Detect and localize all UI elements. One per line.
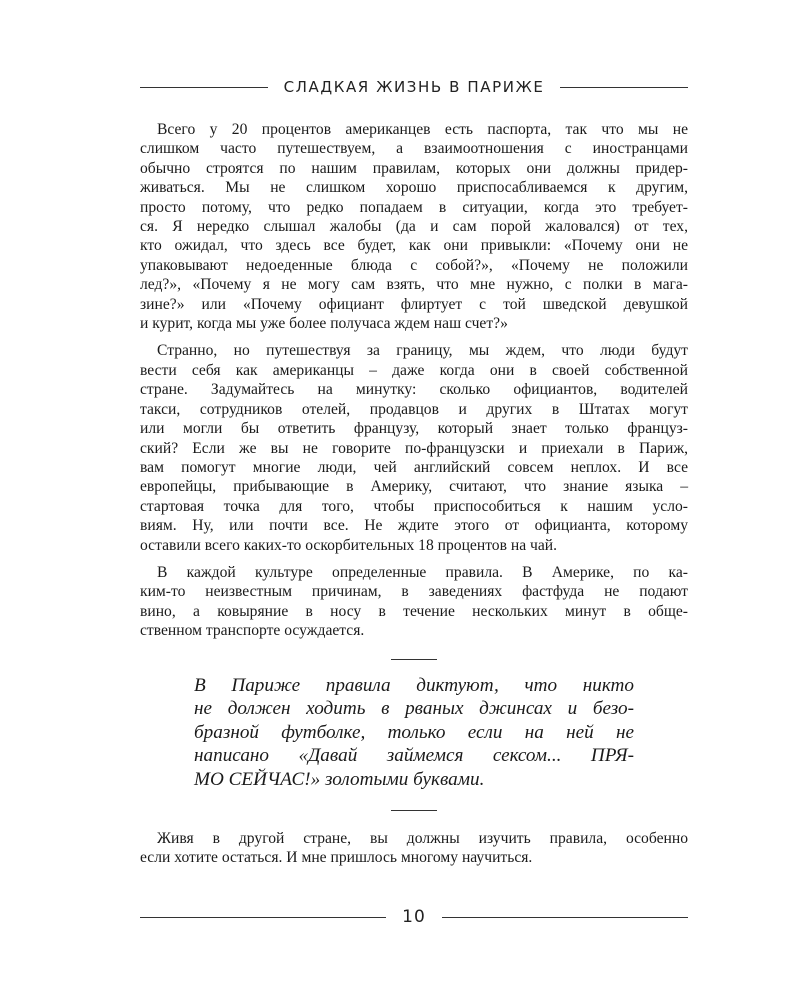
text-line: вам помогут многие люди, чей английский совсем неплох. И все [140, 458, 688, 476]
text-line: или могли бы ответить французу, который знает только француз- [140, 420, 688, 438]
paragraph-1 [140, 120, 688, 333]
text-line: кто ожидал, что здесь все будет, как они привыкли: «Почему они не [140, 237, 688, 255]
text-line: и курит, когда мы уже более получаса ждем наш счет?» [140, 315, 508, 333]
text-line: Живя в другой стране, вы должны изучить правила, особенно [157, 829, 688, 847]
header-rule-left [140, 87, 268, 88]
text-line: упаковывают недоеденные блюда с собой?», «Почему не положили [140, 256, 688, 274]
page-footer [140, 904, 688, 930]
footer-rule-left [140, 917, 386, 918]
text-line: если хотите остаться. И мне пришлось многому научиться. [140, 848, 533, 866]
quote-line: В Париже правила диктуют, что никто [194, 674, 634, 696]
text-line: ся. Я нередко слышал жалобы (да и сам порой жаловался) от тех, [140, 218, 688, 236]
text-line: слишком часто путешествуем, а взаимоотношения с иностранцами [140, 140, 688, 158]
text-line: лед?», «Почему я не могу сам взять, что мне нужно, с полки в мага- [140, 276, 688, 294]
quote-line: бразной футболке, только если на ней не [194, 721, 634, 743]
pull-quote [194, 674, 634, 792]
text-line: виям. Ну, или почти все. Не ждите этого от официанта, которому [140, 517, 688, 535]
header-rule-right [560, 87, 688, 88]
closing-paragraph [140, 829, 688, 868]
text-line: европейцы, прибывающие в Америку, считают, что знание языка – [140, 478, 688, 496]
text-line: зине?» или «Почему официант флиртует с той шведской девушкой [140, 295, 688, 313]
quote-line: не должен ходить в рваных джинсах и безо- [194, 698, 634, 720]
paragraph-3 [140, 563, 688, 641]
text-line: Всего у 20 процентов американцев есть паспорта, так что мы не [157, 121, 688, 138]
footer-rule-right [442, 917, 688, 918]
paragraph-2 [140, 341, 688, 554]
quote-line: МО СЕЙЧАС!» золотыми буквами. [194, 768, 485, 790]
page-body [140, 120, 688, 874]
text-line: Странно, но путешествуя за границу, мы ждем, что люди будут [157, 342, 688, 360]
text-line: вино, а ковыряние в носу в течение нескольких минут в обще- [140, 602, 688, 620]
text-line: стране. Задумайтесь на минутку: сколько официантов, водителей [140, 381, 688, 399]
running-header [140, 74, 688, 100]
text-line: В каждой культуре определенные правила. В Америке, по ка- [157, 563, 688, 581]
text-line: стартовая точка для того, чтобы приспособиться к нашим усло- [140, 497, 688, 515]
quote-separator-top [391, 659, 437, 660]
page-number: 10 [402, 907, 426, 927]
text-line: вести себя как американцы – даже когда они в своей собственной [140, 361, 688, 379]
text-line: живаться. Мы не слишком хорошо приспосабливаемся к другим, [140, 179, 688, 197]
quote-separator-bottom [391, 810, 437, 811]
text-line: ственном транспорте осуждается. [140, 622, 365, 640]
quote-line: написано «Давай займемся сексом... ПРЯ- [194, 745, 634, 767]
text-line: ким-то неизвестным причинам, в заведениях фастфуда не подают [140, 583, 688, 601]
text-line: оставили всего каких-то оскорбительных 18 процентов на чай. [140, 536, 558, 554]
text-line: ский? Если же вы не говорите по-французски и приехали в Париж, [140, 439, 688, 457]
text-line: такси, сотрудников отелей, продавцов и других в Штатах могут [140, 400, 688, 418]
text-line: обычно строятся по нашим правилам, которых они должны придер- [140, 159, 688, 177]
text-line: просто потому, что редко попадаем в ситуации, когда это требует- [140, 198, 688, 216]
book-title: СЛАДКАЯ ЖИЗНЬ В ПАРИЖЕ [283, 78, 545, 96]
